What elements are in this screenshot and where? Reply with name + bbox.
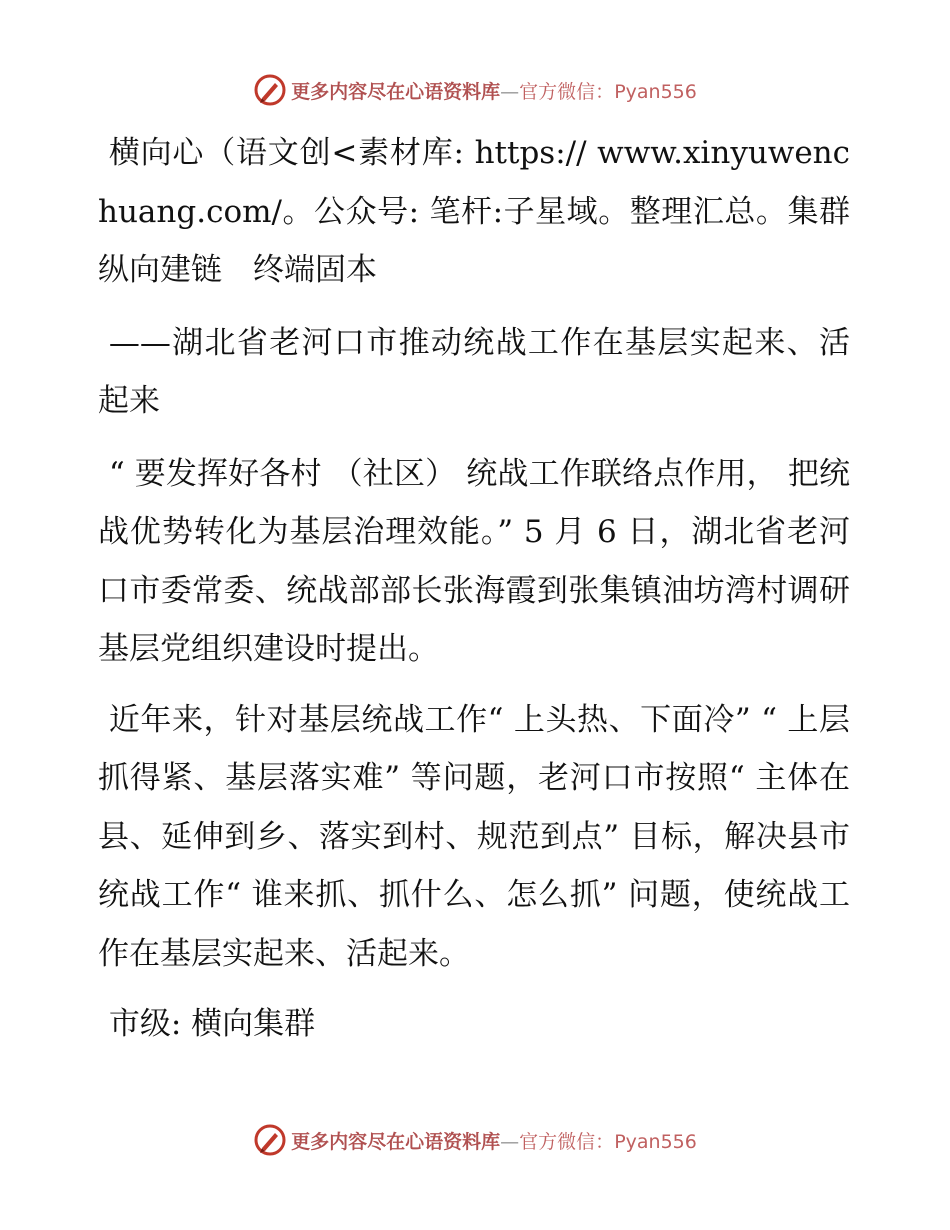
intro-title: 横向心（语文创<素材库: https:// www.xinyuwenchuang.com/。公众号: 笔杆:子星域。整理汇总。集群 纵向建链 终端固本	[98, 135, 881, 288]
pen-logo-icon	[253, 73, 287, 107]
banner-wechat-label: 官方微信：	[519, 80, 615, 103]
banner-text	[291, 1127, 697, 1154]
footer-watermark-banner	[0, 1120, 950, 1160]
section-heading: 市级: 横向集群	[108, 1006, 316, 1042]
banner-wechat-label: 官方微信：	[519, 1130, 615, 1153]
document-body	[98, 124, 881, 1066]
banner-wechat-id: Pyan556	[614, 80, 697, 103]
banner-site-text: 更多内容尽在心语资料库	[291, 80, 501, 103]
paragraph-2: 近年来，针对基层统战工作“ 上头热、下面冷” “ 上层抓得紧、基层落实难” 等问题，老河口市按照“ 主体在县、延伸到乡、落实到村、规范到点” 目标，解决县市统战工作“ 谁来抓、抓什么、怎么抓” 问题，使统战工作在基层实起来、活起来。	[98, 701, 850, 972]
article-subtitle: ——湖北省老河口市推动统战工作在基层实起来、活起来	[98, 324, 850, 419]
banner-separator: —	[500, 1130, 520, 1153]
banner-separator: —	[500, 80, 520, 103]
pen-logo-icon	[253, 1123, 287, 1157]
header-watermark-banner	[0, 70, 950, 110]
paragraph-1: “ 要发挥好各村 （社区） 统战工作联络点作用， 把统战优势转化为基层治理效能。” 5 月 6 日，湖北省老河口市委常委、统战部部长张海霞到张集镇油坊湾村调研基层党组织建设时提出。	[98, 455, 850, 667]
banner-text	[291, 77, 697, 104]
banner-wechat-id: Pyan556	[614, 1130, 697, 1153]
banner-site-text: 更多内容尽在心语资料库	[291, 1130, 501, 1153]
